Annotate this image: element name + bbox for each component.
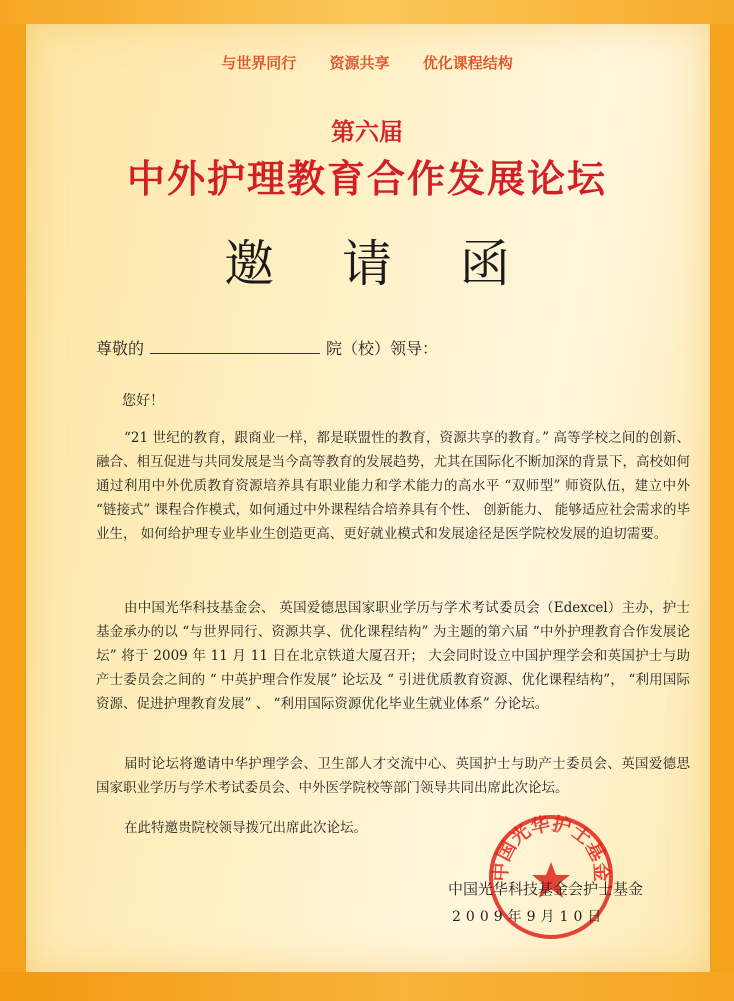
name-blank: [150, 339, 320, 354]
body-paragraph-4: 在此特邀贵院校领导拨冗出席此次论坛。: [124, 820, 367, 836]
slogan-1: 与世界同行: [221, 54, 297, 72]
slogan-2: 资源共享: [329, 54, 390, 72]
forum-title: 中外护理教育合作发展论坛: [126, 156, 607, 201]
salutation-suffix: 院（校）领导：: [326, 339, 439, 358]
salutation-prefix: 尊敬的: [96, 339, 145, 358]
slogan-3: 优化课程结构: [422, 54, 513, 72]
slogan-line: [0, 52, 734, 73]
body-paragraph-3: 届时论坛将邀请中华护理学会、卫生部人才交流中心、英国护士与助产士委员会、英国爱德思国家职业学历与学术考试委员会、中外医学院校等部门领导共同出席此次论坛。: [96, 756, 690, 796]
top-border: [0, 0, 734, 24]
body-paragraph-1: “21 世纪的教育，跟商业一样，都是联盟性的教育，资源共享的教育。” 高等学校之间的创新、融合、相互促进与共同发展是当今高等教育的发展趋势，尤其在国际化不断加深的背景下，高校如何通过利用中外优质教育资源培养具有职业能力和学术能力的高水平 “双师型” 师资队伍，建立中外 “链接式” 课程合作模式，如何通过中外课程结合培养具有个性、 创新能力、 能够适应社会需求的毕业生， 如何给护理专业毕业生创造更高、更好就业模式和发展途径是医学院校发展的迫切需要。: [96, 430, 690, 542]
bottom-border: [0, 972, 734, 1001]
svg-text:中国光华护士基金: 中国光华护士基金: [489, 813, 613, 883]
greeting: 您好！: [122, 393, 164, 409]
edition-label: 第六届: [331, 117, 403, 146]
body-paragraph-2: 由中国光华科技基金会、 英国爱德思国家职业学历与学术考试委员会（Edexcel）主办，护士基金承办的以 “与世界同行、资源共享、优化课程结构” 为主题的第六届 “中外护理教育合作发展论坛” 将于 2009 年 11 月 11 日在北京铁道大厦召开； 大会同时设立中国护理学会和英国护士与助产士委员会之间的 “ 中英护理合作发展” 论坛及 “ 引进优质教育资源、优化课程结构”， “利用国际资源、促进护理教育发展” 、 “利用国际资源优化毕业生就业体系” 分论坛。: [96, 600, 690, 712]
signer-organization: 中国光华科技基金会护士基金: [448, 880, 644, 898]
salutation: [96, 336, 438, 359]
signature-date: 2009年9月10日: [452, 909, 607, 925]
invitation-heading: 邀 请 函: [224, 235, 536, 293]
